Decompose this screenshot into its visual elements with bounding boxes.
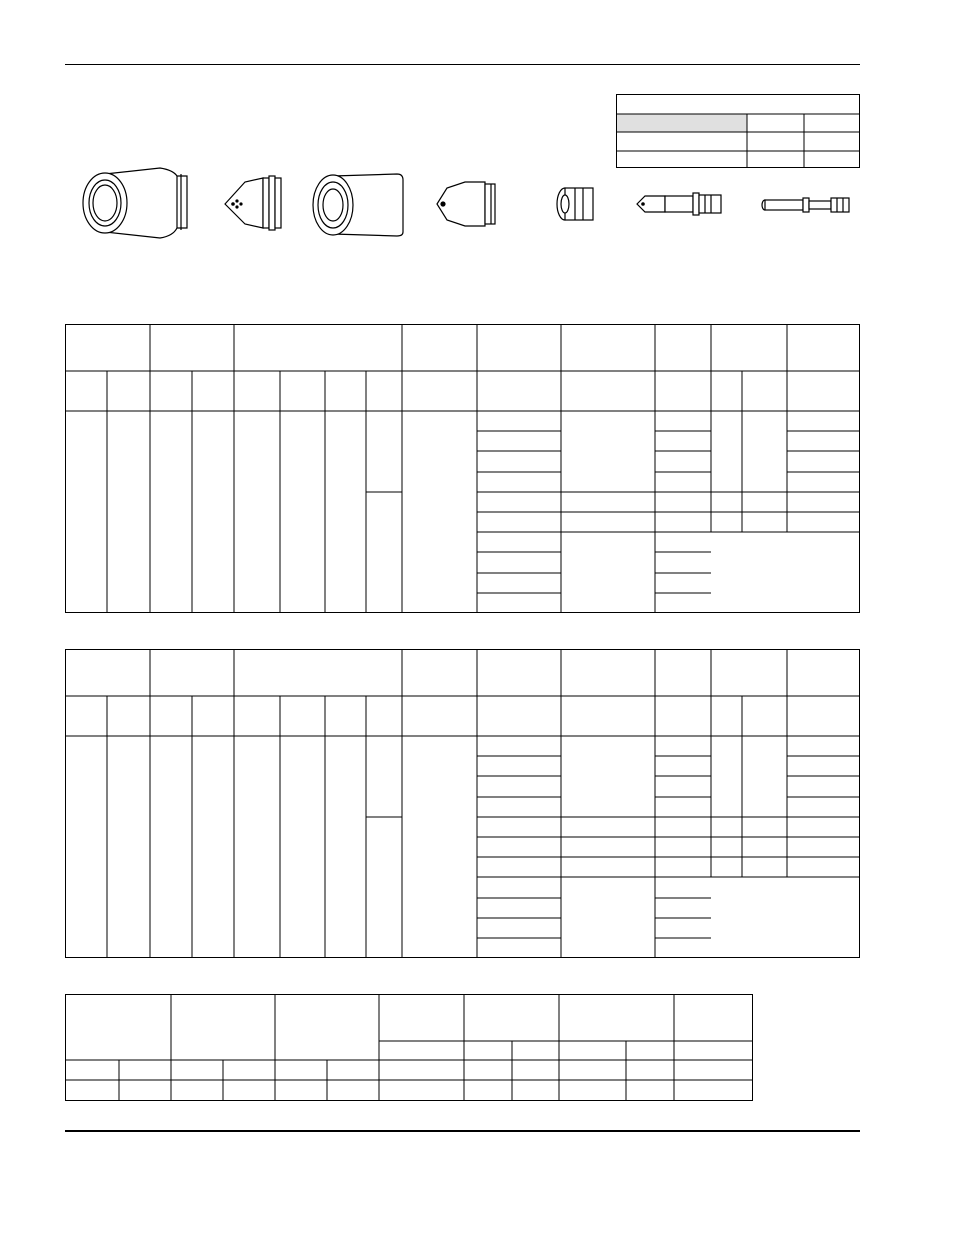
cut-chart-table-1: [65, 324, 861, 614]
cut-chart-table-3: [65, 994, 755, 1104]
header-rule: [65, 64, 860, 65]
legend-table-grid: [616, 94, 860, 168]
legend-header-cell: [617, 114, 747, 132]
parts-illustration: [65, 160, 865, 250]
water-tube-icon: [762, 198, 849, 212]
shield-icon: [83, 168, 187, 238]
electrode-icon: [637, 193, 721, 215]
retaining-cap-icon: [313, 174, 403, 236]
cut-chart-table-1-grid: [65, 324, 861, 614]
swirl-ring-icon: [557, 188, 593, 220]
cut-chart-table-2-grid: [65, 649, 861, 959]
nozzle-icon: [437, 182, 495, 226]
cut-chart-table-2: [65, 649, 861, 959]
shield-cap-icon: [225, 176, 281, 230]
legend-table: [616, 94, 860, 168]
cut-chart-table-3-grid: [65, 994, 755, 1104]
consumable-parts: [65, 160, 865, 250]
footer-rule: [65, 1130, 860, 1132]
